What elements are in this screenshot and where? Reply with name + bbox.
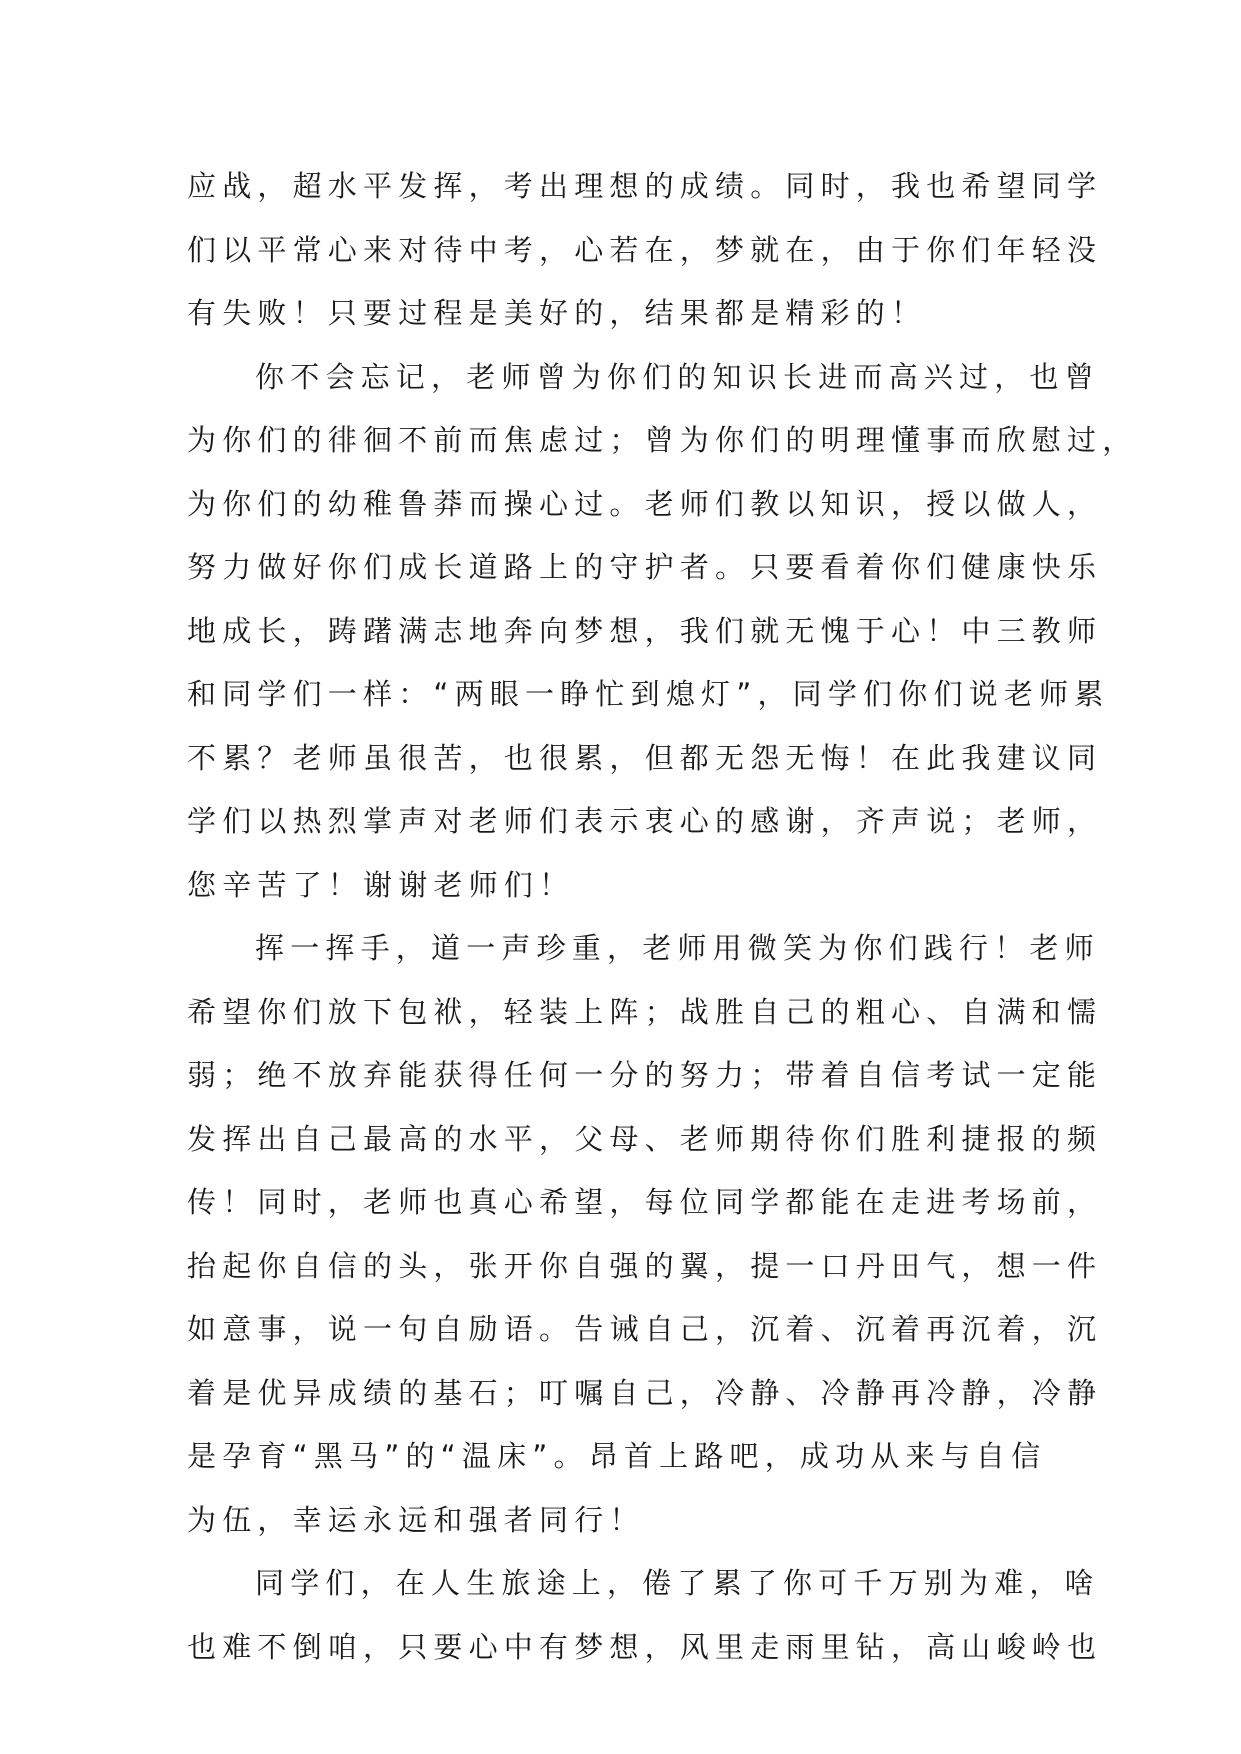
text-line: 为你们的幼稚鲁莽而操心过。老师们教以知识，授以做人， <box>187 486 1103 521</box>
text-line: 地成长，踌躇满志地奔向梦想，我们就无愧于心！中三教师 <box>187 613 1103 648</box>
text-line: 不累？老师虽很苦，也很累，但都无怨无悔！在此我建议同 <box>187 740 1103 775</box>
text-line: 您辛苦了！谢谢老师们！ <box>187 867 575 902</box>
text-line: 为伍，幸运永远和强者同行！ <box>187 1502 645 1537</box>
text-line: 应战，超水平发挥，考出理想的成绩。同时，我也希望同学 <box>187 169 1103 203</box>
paragraph-first-line: 你不会忘记，老师曾为你们的知识长进而高兴过，也曾 <box>255 359 1100 394</box>
text-line: 如意事，说一句自励语。告诫自己，沉着、沉着再沉着，沉 <box>187 1312 1103 1346</box>
paragraph-first-line: 同学们，在人生旅途上，倦了累了你可千万别为难，啥 <box>255 1566 1100 1600</box>
text-line: 们以平常心来对待中考，心若在，梦就在，由于你们年轻没 <box>187 232 1103 267</box>
text-line: 努力做好你们成长道路上的守护者。只要看着你们健康快乐 <box>187 550 1103 584</box>
text-line: 和同学们一样：“两眼一睁忙到熄灯”，同学们你们说老师累 <box>187 677 1110 711</box>
text-line: 弱；绝不放弃能获得任何一分的努力；带着自信考试一定能 <box>187 1058 1103 1092</box>
text-line: 希望你们放下包袱，轻装上阵；战胜自己的粗心、自满和懦 <box>187 994 1103 1029</box>
text-line: 也难不倒咱，只要心中有梦想，风里走雨里钻，高山峻岭也 <box>187 1629 1103 1664</box>
text-line: 传！同时，老师也真心希望，每位同学都能在走进考场前， <box>187 1185 1103 1219</box>
text-line: 发挥出自己最高的水平，父母、老师期待你们胜利捷报的频 <box>187 1121 1103 1156</box>
text-line: 抬起你自信的头，张开你自强的翼，提一口丹田气，想一件 <box>187 1248 1103 1283</box>
text-line: 着是优异成绩的基石；叮嘱自己，冷静、冷静再冷静，冷静 <box>187 1375 1103 1410</box>
paragraph-first-line: 挥一挥手，道一声珍重，老师用微笑为你们践行！老师 <box>255 931 1100 965</box>
text-line: 为你们的徘徊不前而焦虑过；曾为你们的明理懂事而欣慰过， <box>187 423 1138 457</box>
text-line: 是孕育“黑马”的“温床”。昂首上路吧，成功从来与自信 <box>187 1439 1047 1473</box>
text-line: 有失败！只要过程是美好的，结果都是精彩的！ <box>187 296 927 330</box>
text-line: 学们以热烈掌声对老师们表示衷心的感谢，齐声说；老师， <box>187 804 1103 838</box>
body-text <box>187 155 1138 1679</box>
